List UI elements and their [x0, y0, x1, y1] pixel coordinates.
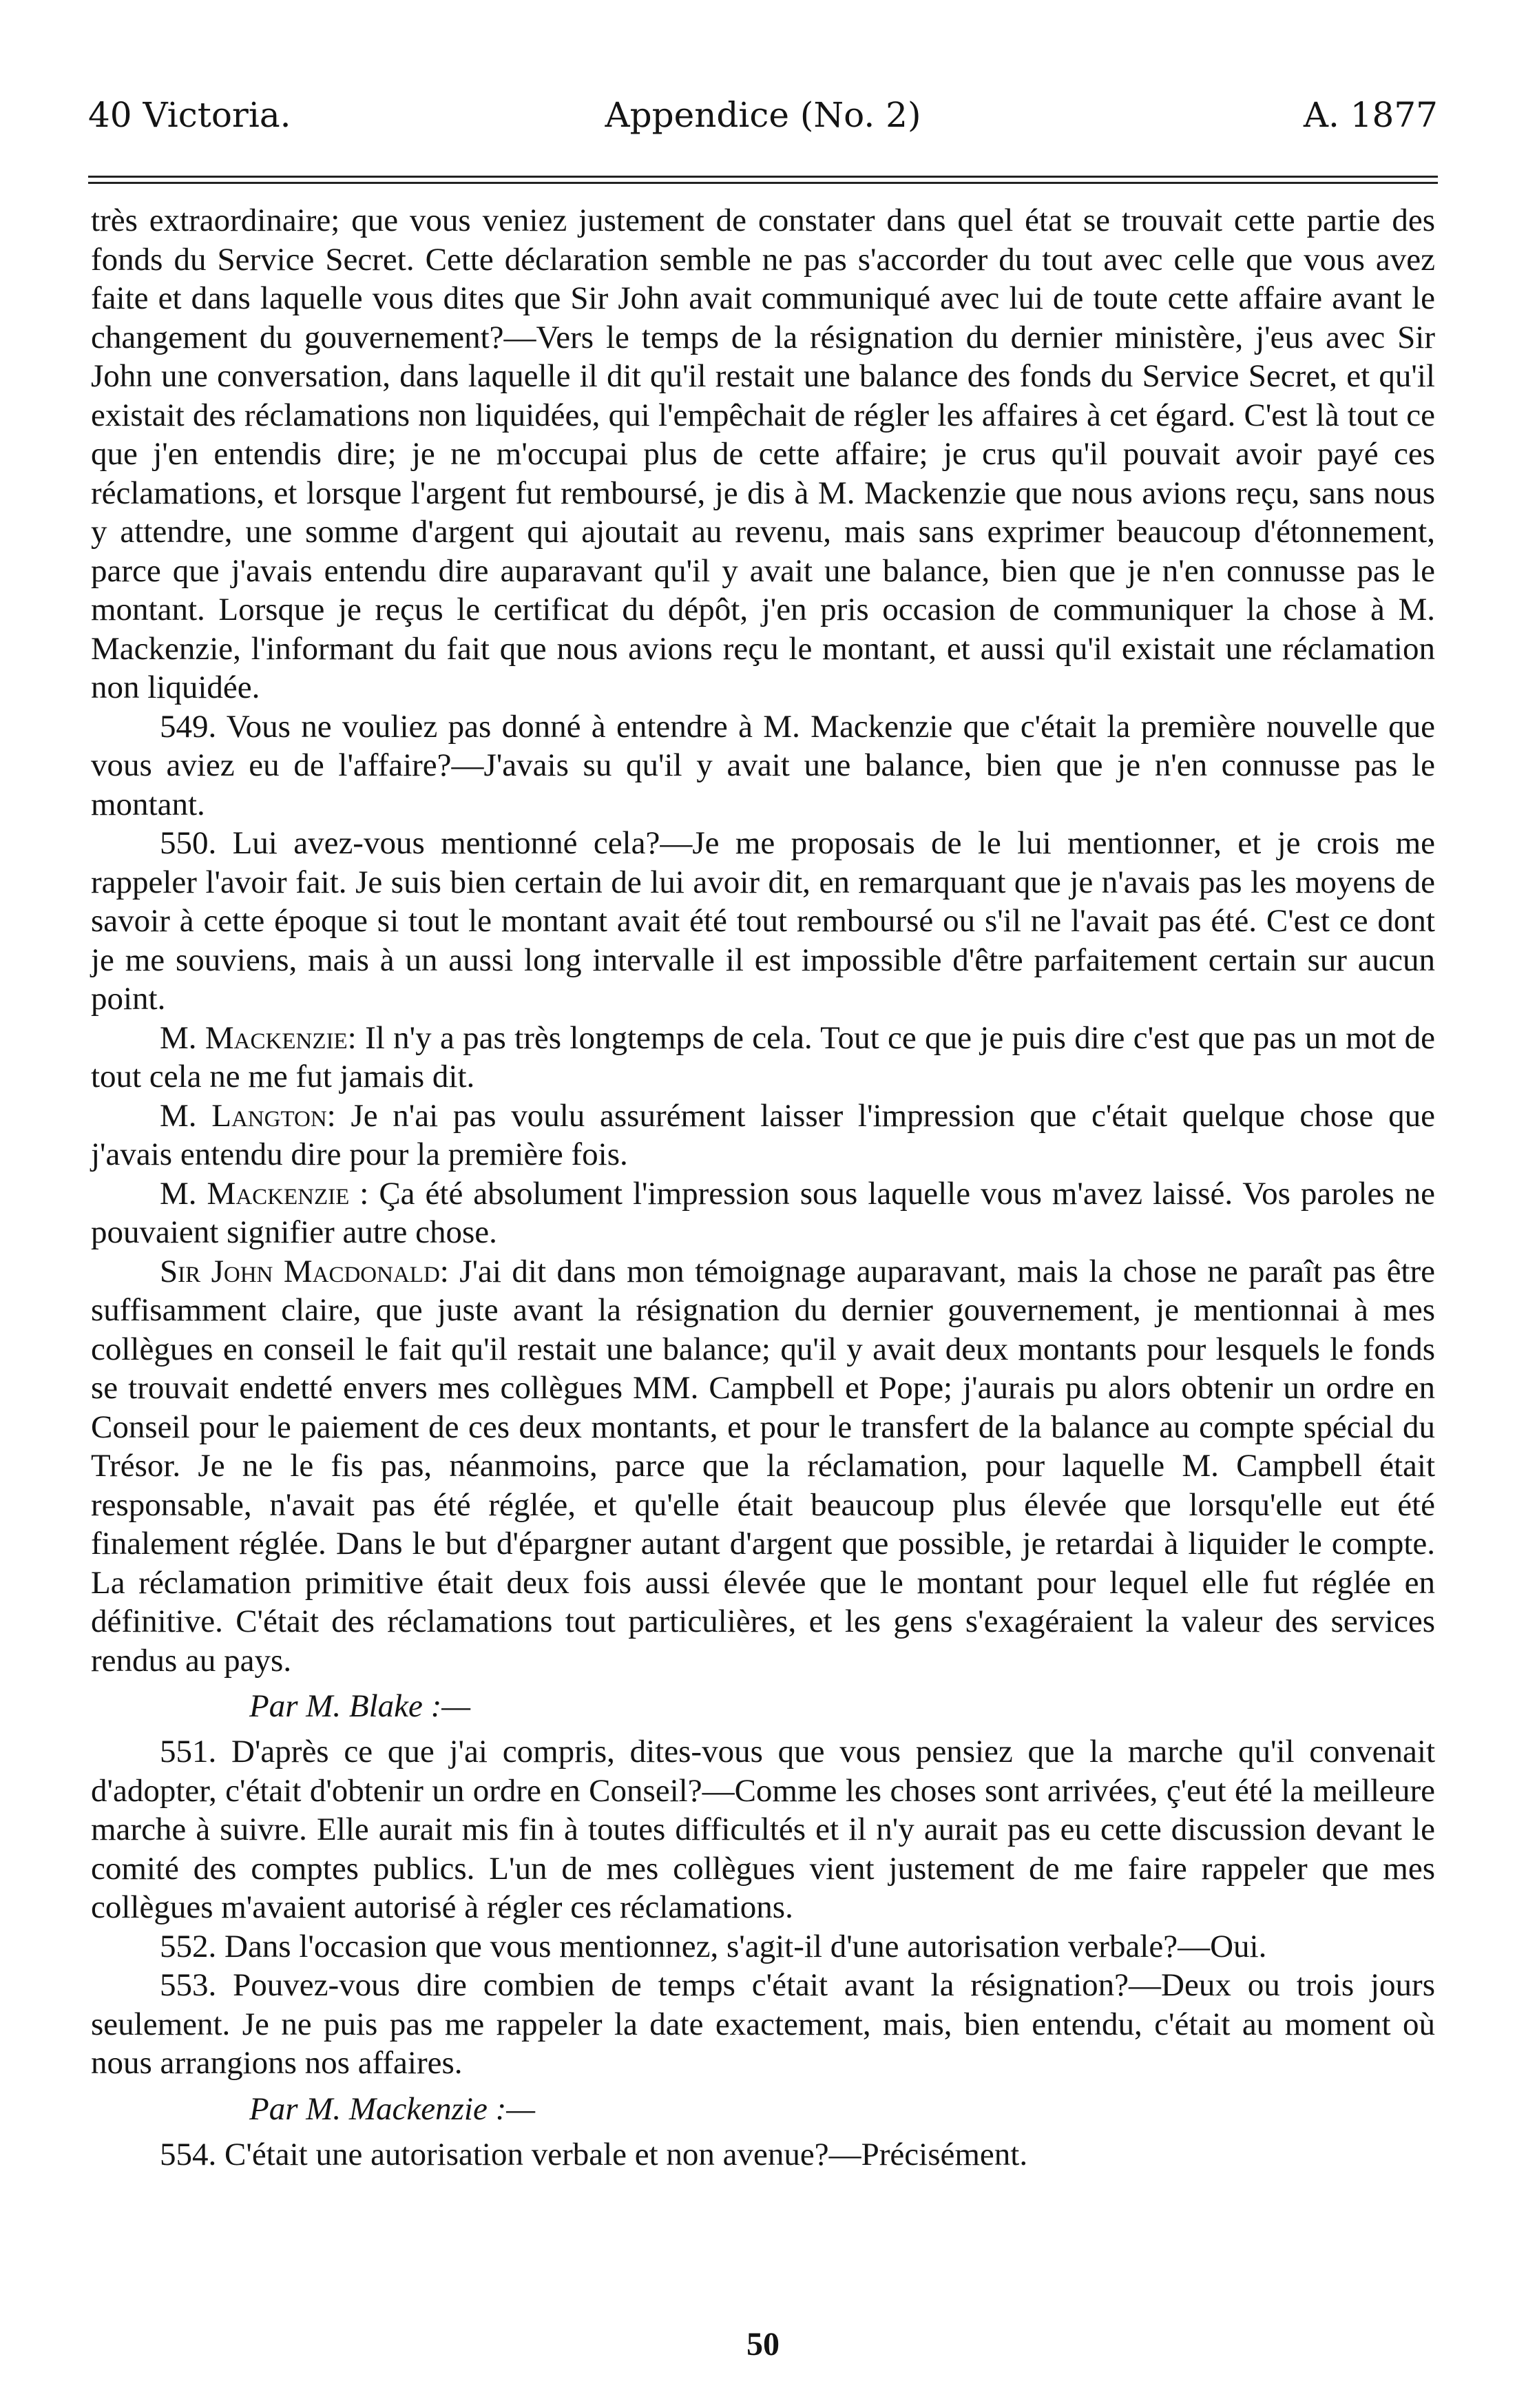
examiner-heading: Par M. Mackenzie :—: [249, 2090, 536, 2127]
paragraph: [91, 2135, 1435, 2175]
paragraph-text: 553. Pouvez-vous dire combien de temps c'était avant la résignation?—Deux ou trois jours seulement. Je ne puis pas me rappeler la date exactement, mais, bien entendu, c'était au moment où nous arrangions nos affaires.: [91, 1967, 1435, 2081]
paragraph-text: Je n'ai pas voulu assurément laisser l'impression que c'était quelque chose que j'avais entendu dire pour la première fois.: [91, 1097, 1435, 1172]
paragraph: [91, 1927, 1435, 1966]
paragraph: [91, 1174, 1435, 1252]
speaker-name: Sir John Macdonald:: [160, 1253, 449, 1289]
header-appendix: Appendice (No. 2): [605, 95, 921, 135]
header-rule-top: [88, 176, 1438, 178]
paragraph: [91, 1732, 1435, 1927]
paragraph-text: 554. C'était une autorisation verbale et non avenue?—Précisément.: [160, 2136, 1028, 2172]
header-year: A. 1877: [1303, 95, 1438, 135]
header-session: 40 Victoria.: [88, 95, 291, 135]
speaker-name: M. Langton:: [160, 1097, 336, 1134]
speaker-name: M. Mackenzie :: [160, 1175, 369, 1212]
paragraph-text: très extraordinaire; que vous veniez justement de constater dans quel état se trouvait cette partie des fonds du Service Secret. Cette déclaration semble ne pas s'accorder du tout avec celle que vous avez faite et dans laquelle vous dites que Sir John avait communiqué avec lui de toute cette affaire avant le changement du gouvernement?—Vers le temps de la résignation du dernier ministère, j'eus avec Sir John une conversation, dans laquelle il dit qu'il restait une balance des fonds du Service Secret, et qu'il existait des réclamations non liquidées, qui l'empêchait de régler les affaires à cet égard. C'est là tout ce que j'en entendis dire; je ne m'occupai plus de cette affaire; je crus qu'il pouvait avoir payé ces réclamations, et lorsque l'argent fut remboursé, je dis à M. Mackenzie que nous avions reçu, sans nous y attendre, une somme d'argent qui ajoutait au revenu, mais sans exprimer beaucoup d'étonnement, parce que j'avais entendu dire auparavant qu'il y avait une balance, bien que je n'en connusse pas le montant. Lorsque je reçus le certificat du dépôt, j'en pris occasion de communiquer la chose à M. Mackenzie, l'informant du fait que nous avions reçu le montant, et aussi qu'il existait une réclamation non liquidée.: [91, 203, 1435, 705]
header-rule-bottom: [88, 182, 1438, 184]
running-header: [88, 95, 1438, 143]
paragraph-text: 552. Dans l'occasion que vous mentionnez, s'agit-il d'une autorisation verbale?—Oui.: [160, 1928, 1267, 1964]
paragraph: [91, 1252, 1435, 1681]
paragraph-text: 549. Vous ne vouliez pas donné à entendre à M. Mackenzie que c'était la première nouvelle que vous aviez eu de l'affaire?—J'avais su qu'il y avait une balance, bien que je n'en connusse pas le montant.: [91, 708, 1435, 822]
paragraph: [91, 824, 1435, 1019]
paragraph: [91, 1966, 1435, 2083]
paragraph-text: 551. D'après ce que j'ai compris, dites-vous que vous pensiez que la marche qu'il convenait d'adopter, c'était d'obtenir un ordre en Conseil?—Comme les choses sont arrivées, ç'eut été la meilleure marche à suivre. Elle aurait mis fin à toutes difficultés et il n'y aurait pas eu cette discussion devant le comité des comptes publics. L'un de mes collègues vient justement de me faire rappeler que mes collègues m'avaient autorisé à régler ces réclamations.: [91, 1734, 1435, 1925]
paragraph-text: Ça été absolument l'impression sous laquelle vous m'avez laissé. Vos paroles ne pouvaient signifier autre chose.: [91, 1175, 1435, 1250]
document-body: [91, 201, 1435, 2174]
paragraph: [91, 707, 1435, 824]
paragraph: [91, 1019, 1435, 1097]
paragraph-text: 550. Lui avez-vous mentionné cela?—Je me proposais de le lui mentionner, et je crois me rappeler l'avoir fait. Je suis bien certain de lui avoir dit, en remarquant que je n'avais pas les moyens de savoir à cette époque si tout le montant avait été tout remboursé ou s'il ne l'avait pas été. C'est ce dont je me souviens, mais à un aussi long intervalle il est impossible d'être parfaitement certain sur aucun point.: [91, 825, 1435, 1017]
paragraph-text: Il n'y a pas très longtemps de cela. Tout ce que je puis dire c'est que pas un mot de tout cela ne me fut jamais dit.: [91, 1019, 1436, 1094]
page-number: 50: [746, 2326, 780, 2363]
speaker-name: M. Mackenzie:: [160, 1019, 357, 1056]
examiner-heading: Par M. Blake :—: [249, 1688, 471, 1724]
paragraph-text: J'ai dit dans mon témoignage auparavant, mais la chose ne paraît pas être suffisamment claire, que juste avant la résignation du dernier gouvernement, je mentionnai à mes collègues en conseil le fait qu'il restait une balance; qu'il y avait deux montants pour lesquels le fonds se trouvait endetté envers mes collègues MM. Campbell et Pope; j'aurais pu alors obtenir un ordre en Conseil pour le paiement de ces deux montants, et pour le transfert de la balance au compte spécial du Trésor. Je ne le fis pas, néanmoins, parce que la réclamation, pour laquelle M. Campbell était responsable, n'avait pas été réglée, et qu'elle était beaucoup plus élevée que lorsqu'elle eut été finalement réglée. Dans le but d'épargner autant d'argent que possible, je retardai à liquider le compte. La réclamation primitive était deux fois aussi élevée que le montant pour lequel elle fut réglée en définitive. C'était des réclamations tout particulières, et les gens s'exagéraient la valeur des services rendus au pays.: [91, 1253, 1436, 1679]
paragraph: [91, 201, 1435, 707]
paragraph: [91, 1097, 1435, 1174]
